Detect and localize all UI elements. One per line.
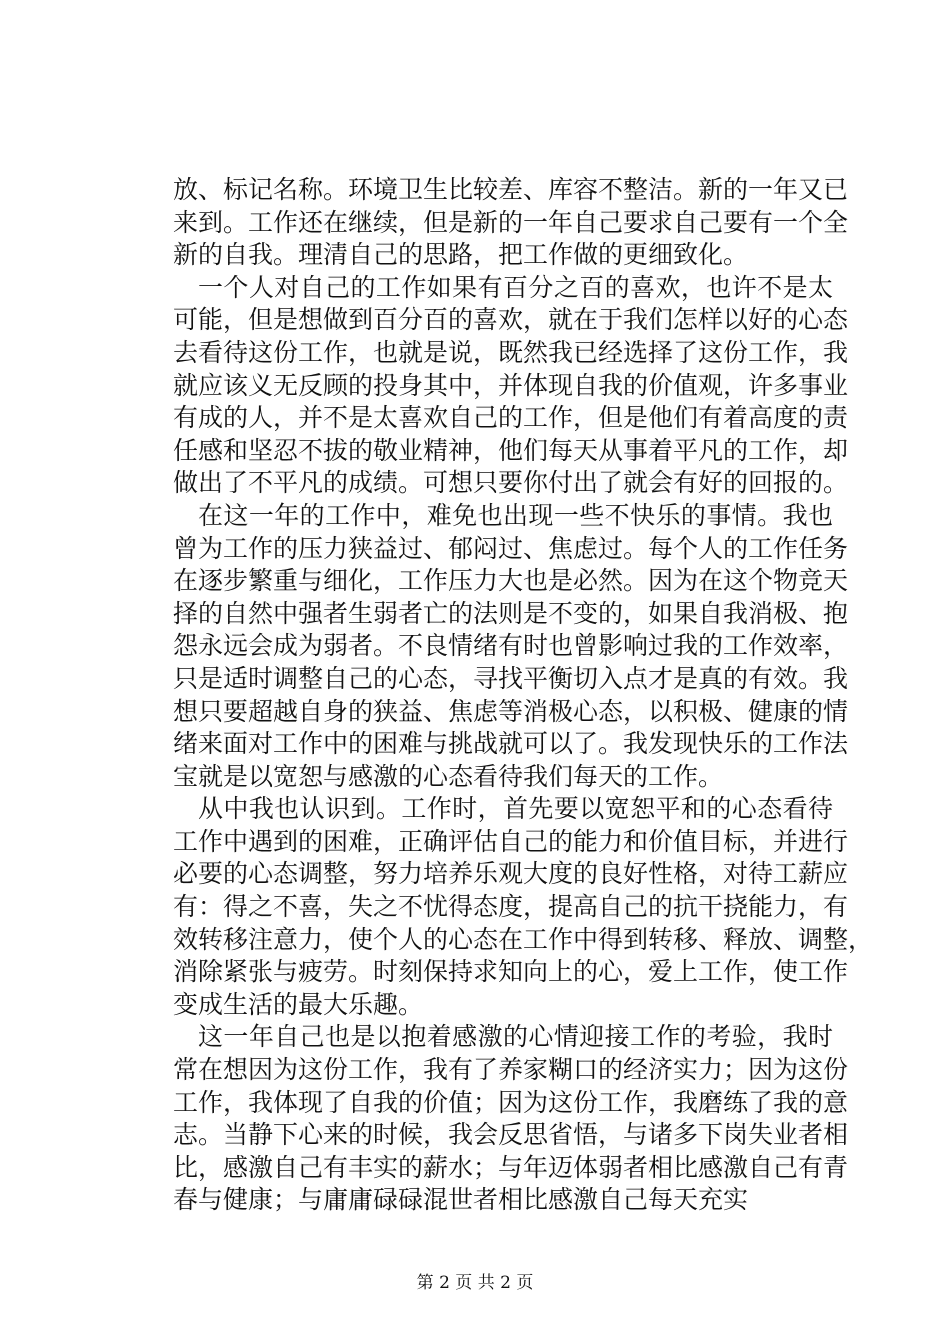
text-line: 曾为工作的压力狭益过、郁闷过、焦虑过。每个人的工作任务 (173, 533, 849, 563)
text-line: 绪来面对工作中的困难与挑战就可以了。我发现快乐的工作法 (173, 729, 849, 759)
text-line: 有：得之不喜，失之不忧得态度，提高自己的抗干挠能力，有 (173, 892, 849, 922)
text-line: 比，感激自己有丰实的薪水；与年迈体弱者相比感激自己有青 (173, 1152, 849, 1182)
text-line: 去看待这份工作，也就是说，既然我已经选择了这份工作，我 (173, 337, 849, 367)
text-line: 工作中遇到的困难，正确评估自己的能力和价值目标，并进行 (173, 826, 849, 856)
text-line: 就应该义无反顾的投身其中，并体现自我的价值观，许多事业 (173, 370, 849, 400)
text-line: 可能，但是想做到百分百的喜欢，就在于我们怎样以好的心态 (173, 305, 849, 335)
text-line: 宝就是以宽恕与感激的心态看待我们每天的工作。 (173, 761, 724, 791)
paragraph (173, 793, 874, 1021)
text-line: 常在想因为这份工作，我有了养家糊口的经济实力；因为这份 (173, 1055, 849, 1085)
body-text (173, 174, 874, 1217)
paragraph (173, 272, 849, 500)
text-line: 新的自我。理清自己的思路，把工作做的更细致化。 (173, 240, 749, 270)
text-line: 这一年自己也是以抱着感激的心情迎接工作的考验，我时 (198, 1022, 833, 1052)
text-line: 想只要超越自身的狭益、焦虑等消极心态，以积极、健康的情 (173, 696, 849, 726)
text-line: 只是适时调整自己的心态，寻找平衡切入点才是真的有效。我 (173, 663, 849, 693)
text-line: 志。当静下心来的时候，我会反思省悟，与诸多下岗失业者相 (173, 1120, 849, 1150)
paragraph (173, 1021, 849, 1217)
text-line: 在这一年的工作中，难免也出现一些不快乐的事情。我也 (198, 500, 833, 530)
text-line: 来到。工作还在继续，但是新的一年自己要求自己要有一个全 (173, 207, 849, 237)
text-line: 从中我也认识到。工作时，首先要以宽恕平和的心态看待 (198, 794, 833, 824)
text-line: 春与健康；与庸庸碌碌混世者相比感激自己每天充实 (173, 1185, 749, 1215)
paragraph (173, 174, 849, 272)
text-line: 择的自然中强者生弱者亡的法则是不变的，如果自我消极、抱 (173, 598, 849, 628)
text-line: 变成生活的最大乐趣。 (173, 989, 424, 1019)
text-line: 必要的心态调整，努力培养乐观大度的良好性格，对待工薪应 (173, 859, 849, 889)
text-line: 工作，我体现了自我的价值；因为这份工作，我磨练了我的意 (173, 1087, 849, 1117)
text-line: 有成的人，并不是太喜欢自己的工作，但是他们有着高度的责 (173, 403, 849, 433)
text-line: 放、标记名称。环境卫生比较差、库容不整洁。新的一年又已 (173, 175, 849, 204)
page-footer: 第 2 页 共 2 页 (416, 1273, 534, 1293)
text-line: 一个人对自己的工作如果有百分之百的喜欢，也许不是太 (198, 272, 833, 302)
paragraph (173, 500, 849, 793)
text-line: 任感和坚忍不拔的敬业精神，他们每天从事着平凡的工作，却 (173, 435, 849, 465)
text-line: 怨永远会成为弱者。不良情绪有时也曾影响过我的工作效率， (173, 631, 849, 661)
text-line: 做出了不平凡的成绩。可想只要你付出了就会有好的回报的。 (173, 468, 849, 498)
text-line: 效转移注意力，使个人的心态在工作中得到转移、释放、调整， (173, 924, 874, 954)
text-line: 消除紧张与疲劳。时刻保持求知向上的心，爱上工作，使工作 (173, 957, 849, 987)
text-line: 在逐步繁重与细化，工作压力大也是必然。因为在这个物竞天 (173, 566, 849, 596)
